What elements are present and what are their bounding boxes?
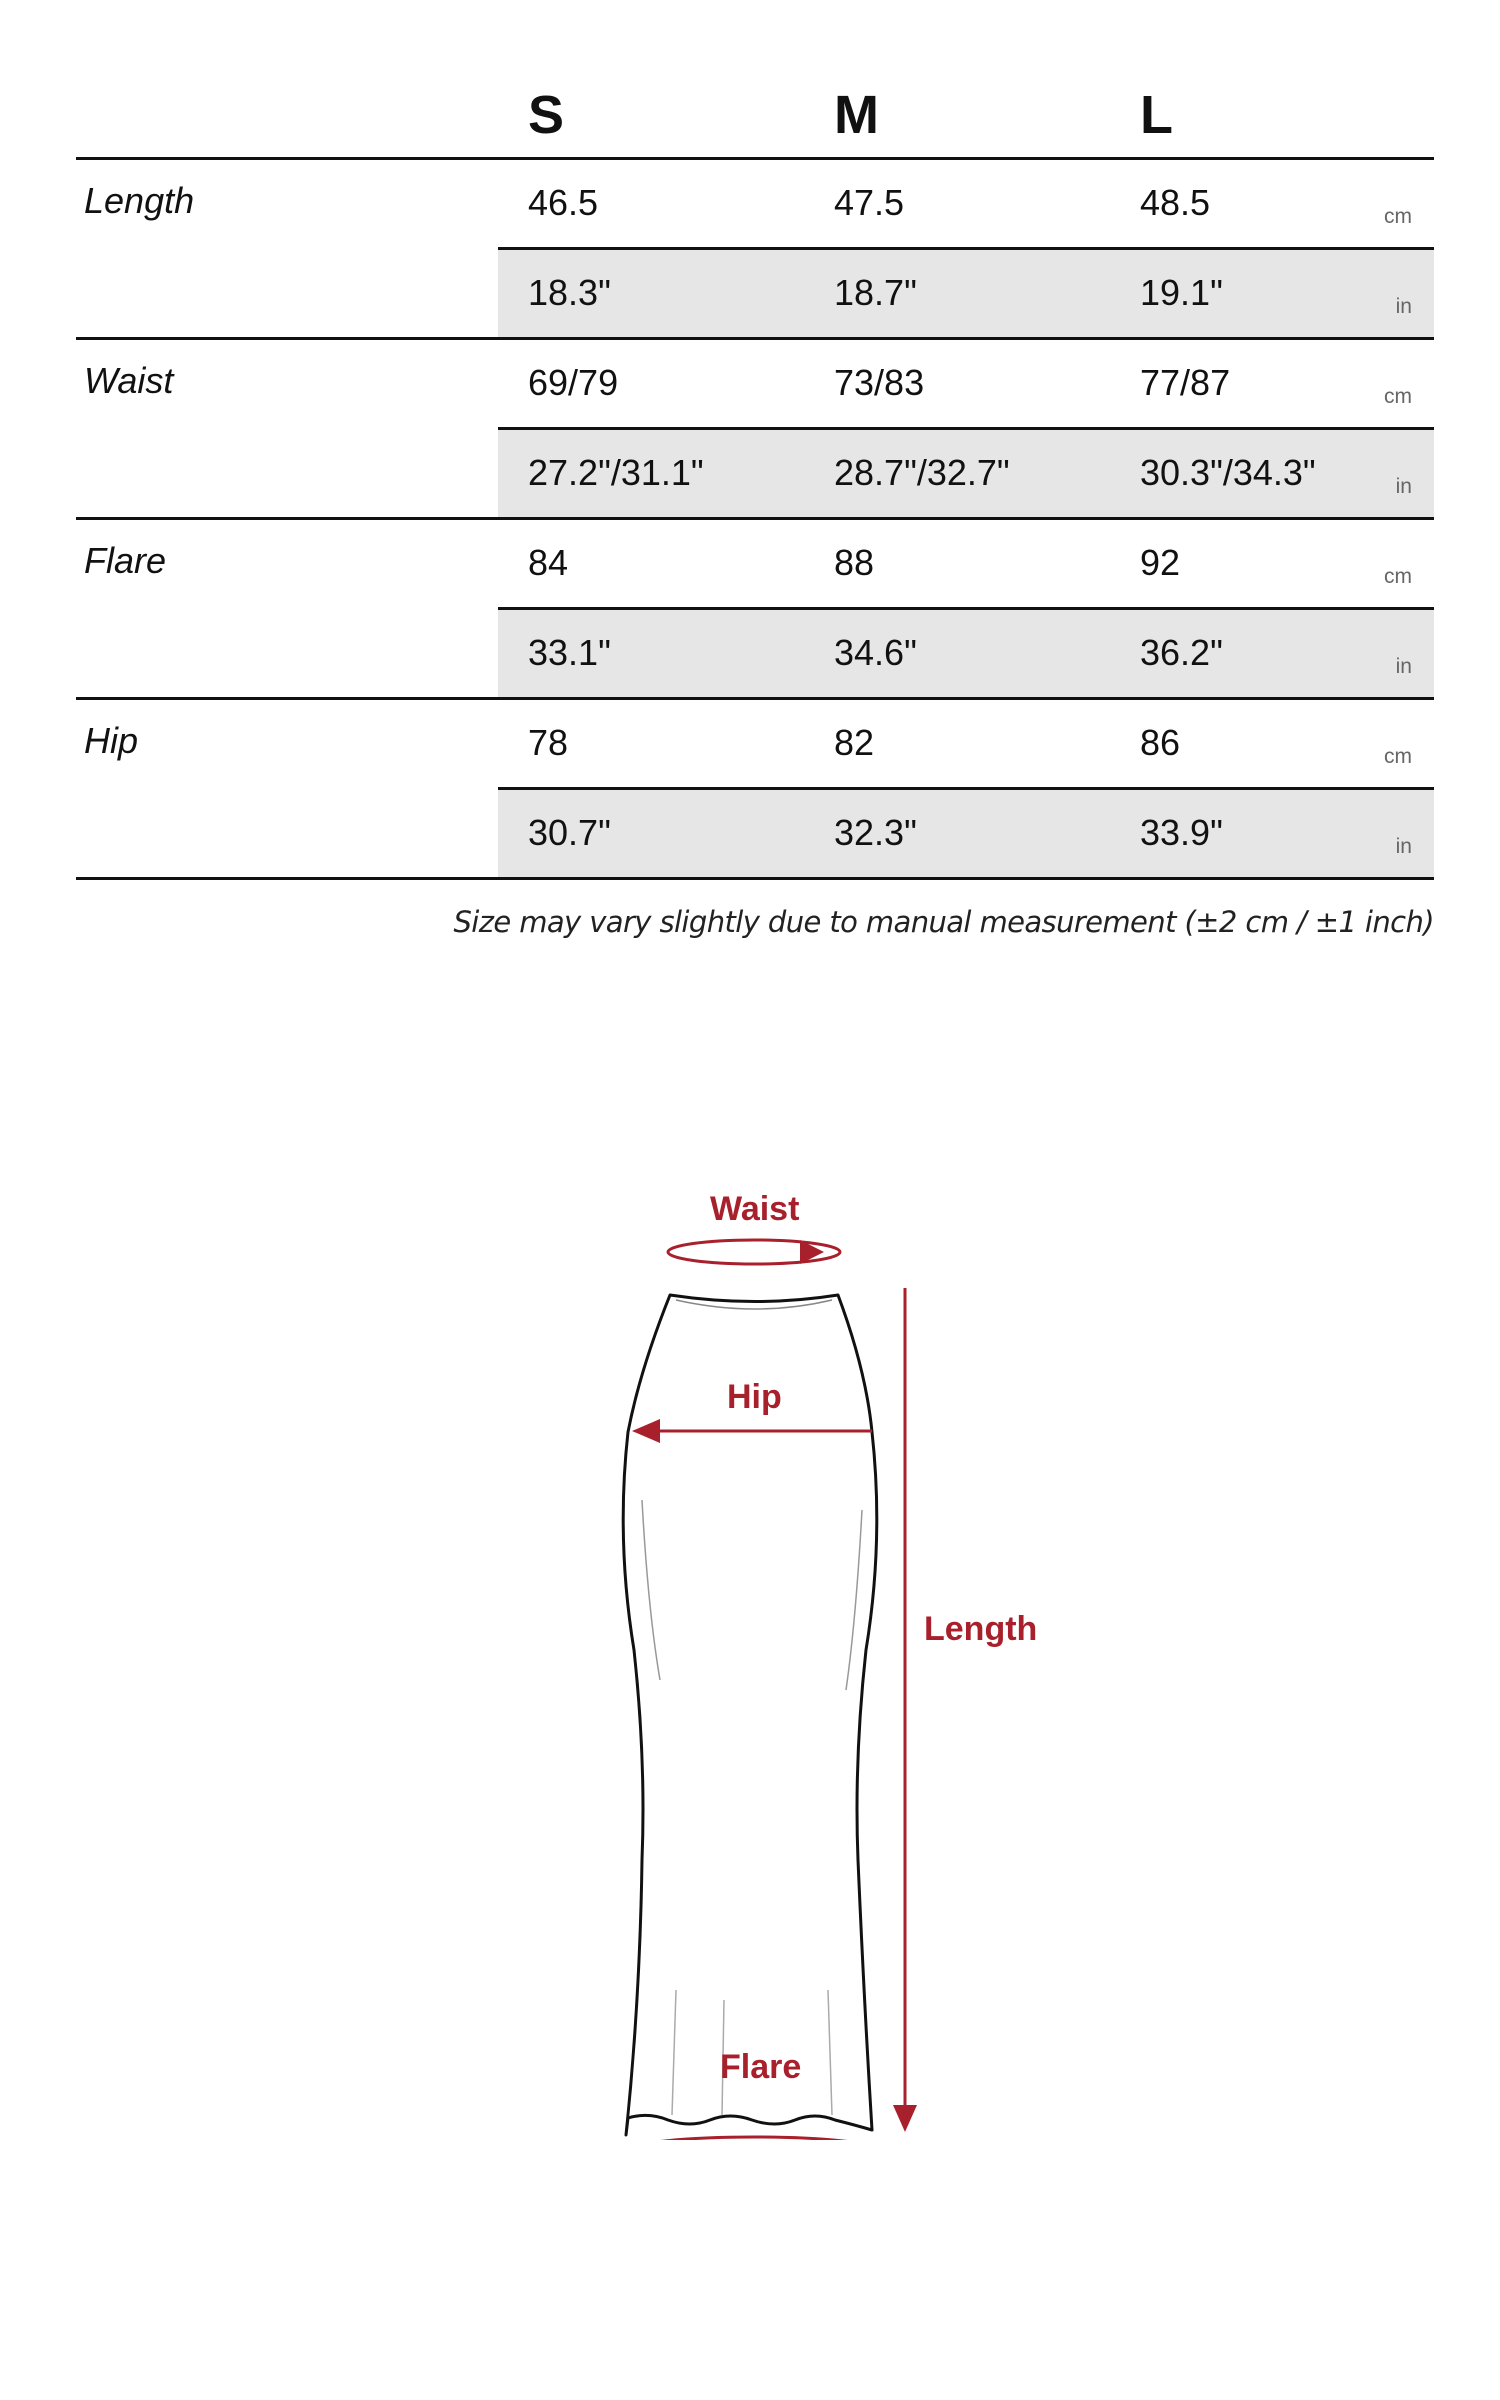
measurement-group-waist [76,340,1434,520]
value-cell: 48.5 [1140,182,1211,223]
value-cell: 18.7" [834,272,917,313]
waist-label: Waist [710,1190,800,1228]
value-cell: 27.2"/31.1" [528,452,704,493]
length-arrow-head [893,2105,917,2132]
measurement-row-cm [498,160,1434,250]
measurement-name: Length [84,180,195,221]
measurement-row-inch [498,790,1434,877]
value-cell: 30.7" [528,812,611,853]
value-cell: 34.6" [834,632,917,673]
measurement-name: Waist [84,360,174,401]
value-cell: 88 [834,542,875,583]
measurement-group-length [76,160,1434,340]
value-cell: 47.5 [834,182,905,223]
value-cell: 19.1" [1140,272,1223,313]
measurement-name: Hip [84,720,139,761]
size-header-row [76,60,1434,160]
size-header-m: M [834,85,879,145]
hip-label: Hip [727,1378,782,1416]
measurement-row-cm [498,700,1434,790]
unit-label-in: in [1395,475,1412,498]
unit-label-in: in [1395,835,1412,858]
value-cell: 33.1" [528,632,611,673]
value-cell: 33.9" [1140,812,1223,853]
measurement-disclaimer: Size may vary slightly due to manual measurement (±2 cm / ±1 inch) [453,905,1434,939]
value-cell: 78 [528,722,569,763]
unit-label-cm: cm [1384,745,1412,768]
value-cell: 46.5 [528,182,599,223]
value-cell: 28.7"/32.7" [834,452,1010,493]
value-cell: 86 [1140,722,1181,763]
flare-label: Flare [720,2048,802,2086]
value-cell: 82 [834,722,875,763]
measurement-group-flare [76,520,1434,700]
unit-label-cm: cm [1384,205,1412,228]
length-label: Length [924,1610,1038,1648]
unit-label-in: in [1395,295,1412,318]
skirt-outline [623,1295,877,2135]
value-cell: 69/79 [528,362,619,403]
unit-label-cm: cm [1384,565,1412,588]
value-cell: 92 [1140,542,1181,583]
skirt-measurement-diagram [0,1140,1500,2140]
value-cell: 77/87 [1140,362,1231,403]
measurement-row-cm [498,340,1434,430]
value-cell: 32.3" [834,812,917,853]
value-cell: 36.2" [1140,632,1223,673]
unit-label-cm: cm [1384,385,1412,408]
unit-label-in: in [1395,655,1412,678]
measurement-name: Flare [84,540,167,581]
value-cell: 18.3" [528,272,611,313]
skirt-illustration [0,1140,1500,2140]
value-cell: 30.3"/34.3" [1140,452,1316,493]
size-header-l: L [1140,85,1173,145]
measurement-row-cm [498,520,1434,610]
value-cell: 73/83 [834,362,925,403]
size-chart-table [76,60,1434,880]
measurement-row-inch [498,250,1434,337]
measurement-group-hip [76,700,1434,880]
value-cell: 84 [528,542,569,583]
measurement-row-inch [498,610,1434,697]
size-header-s: S [528,85,565,145]
flare-measure-ring [630,2137,878,2140]
measurement-row-inch [498,430,1434,517]
